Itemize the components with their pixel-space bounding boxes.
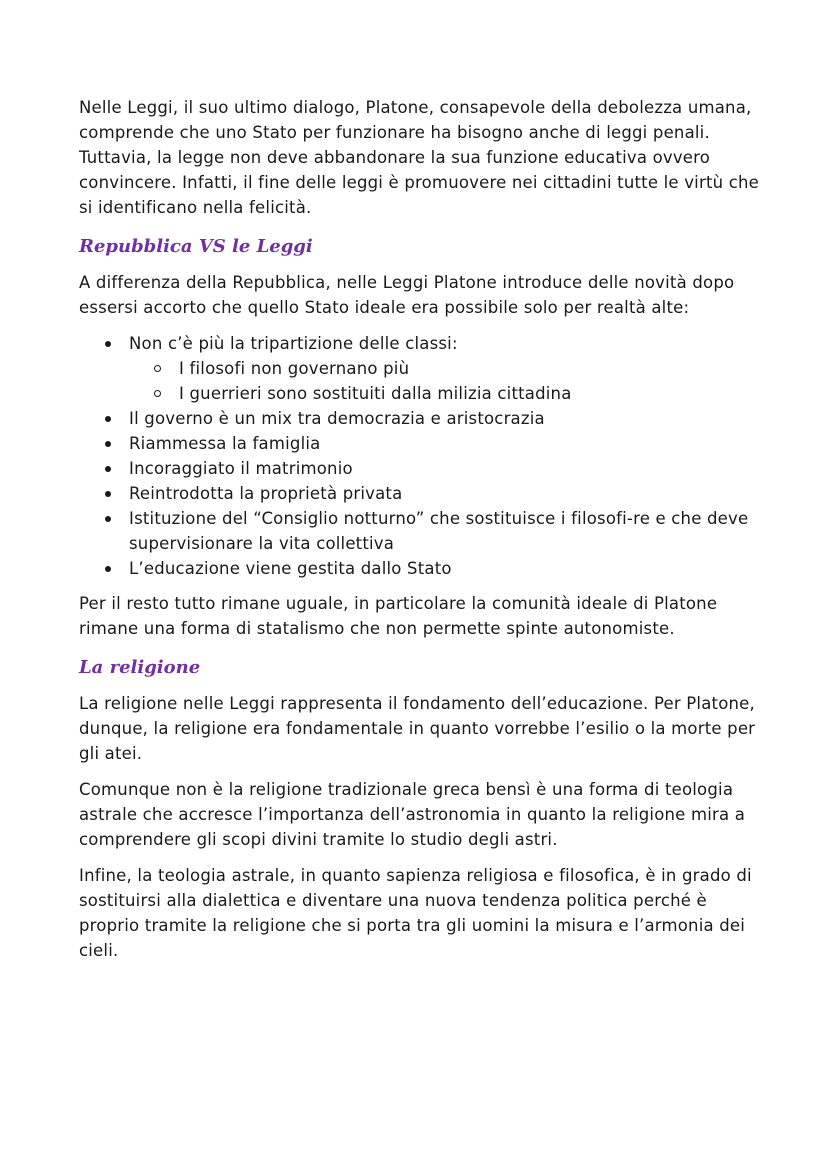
bullet-icon (105, 566, 111, 572)
section-closing-paragraph: Per il resto tutto rimane uguale, in particolare la comunità ideale di Platone rimane una forma di statalismo che non permette spinte autonomiste. (79, 594, 718, 638)
list-item-text: Istituzione del “Consiglio notturno” che sostituisce i filosofi-re e che deve supervisionare la vita collettiva (129, 509, 749, 553)
intro-paragraph: Nelle Leggi, il suo ultimo dialogo, Platone, consapevole della debolezza umana, comprende che uno Stato per funzionare ha bisogno anche di leggi penali. Tuttavia, la legge non deve abbandonare la sua funzione educativa ovvero convincere. Infatti, il fine delle leggi è promuovere nei cittadini tutte le virtù che si identificano nella felicità. (79, 98, 759, 217)
sub-list-item-text: I filosofi non governano più (179, 359, 410, 378)
section-heading-la-religione: La religione (79, 657, 201, 678)
list-item (79, 331, 759, 406)
bullet-icon (105, 516, 111, 522)
document-page (79, 95, 759, 974)
list-item (79, 456, 759, 481)
bullet-icon (105, 466, 111, 472)
religion-paragraph: Infine, la teologia astrale, in quanto sapienza religiosa e filosofica, è in grado di sostituirsi alla dialettica e diventare una nuova tendenza politica perché è proprio tramite la religione che si porta tra gli uomini la misura e l’armonia dei cieli. (79, 866, 752, 960)
section-heading-repubblica-vs-leggi: Repubblica VS le Leggi (79, 236, 313, 257)
section-lead-paragraph: A differenza della Repubblica, nelle Leggi Platone introduce delle novità dopo essersi accorto che quello Stato ideale era possibile solo per realtà alte: (79, 273, 735, 317)
list-item-text: Reintrodotta la proprietà privata (129, 484, 403, 503)
bullet-icon (105, 491, 111, 497)
list-item (79, 556, 759, 581)
list-item (79, 406, 759, 431)
list-item-text: Riammessa la famiglia (129, 434, 321, 453)
list-item-text: Il governo è un mix tra democrazia e aristocrazia (129, 409, 545, 428)
list-item (79, 506, 759, 556)
religion-paragraph: Comunque non è la religione tradizionale greca bensì è una forma di teologia astrale che accresce l’importanza dell’astronomia in quanto la religione mira a comprendere gli scopi divini tramite lo studio degli astri. (79, 780, 746, 849)
list-item-text: L’educazione viene gestita dallo Stato (129, 559, 452, 578)
bullet-icon (105, 416, 111, 422)
sub-list-item (129, 356, 759, 381)
novelties-list (79, 331, 759, 581)
sub-list-item (129, 381, 759, 406)
sub-list-item-text: I guerrieri sono sostituiti dalla milizia cittadina (179, 384, 572, 403)
sub-list (129, 356, 759, 406)
list-item-text: Non c’è più la tripartizione delle classi: (129, 334, 458, 353)
hollow-bullet-icon (154, 390, 161, 397)
hollow-bullet-icon (154, 365, 161, 372)
religion-paragraph: La religione nelle Leggi rappresenta il fondamento dell’educazione. Per Platone, dunque, la religione era fondamentale in quanto vorrebbe l’esilio o la morte per gli atei. (79, 694, 756, 763)
bullet-icon (105, 441, 111, 447)
bullet-icon (105, 341, 111, 347)
list-item (79, 431, 759, 456)
list-item-text: Incoraggiato il matrimonio (129, 459, 353, 478)
list-item (79, 481, 759, 506)
